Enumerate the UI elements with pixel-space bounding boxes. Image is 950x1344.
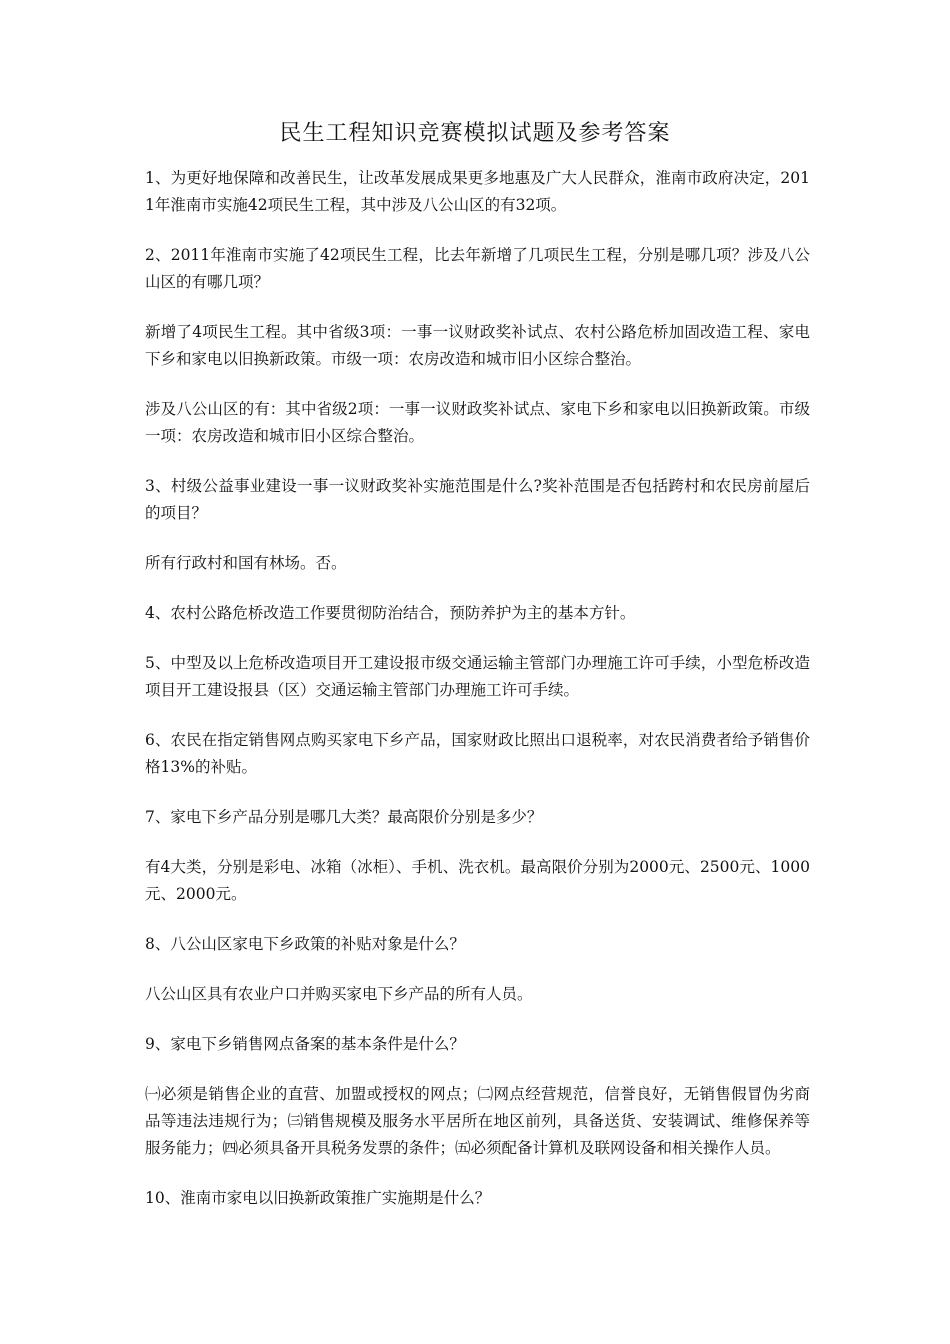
paragraph-12: 8、八公山区家电下乡政策的补贴对象是什么？ xyxy=(145,935,465,953)
paragraph-7: 4、农村公路危桥改造工作要贯彻防治结合，预防养护为主的基本方针。 xyxy=(145,604,636,622)
paragraph-8: 5、中型及以上危桥改造项目开工建设报市级交通运输主管部门办理施工许可手续，小型危桥改造项目开工建设报县（区）交通运输主管部门办理施工许可手续。 xyxy=(145,654,810,699)
paragraph-4: 涉及八公山区的有：其中省级2项：一事一议财政奖补试点、家电下乡和家电以旧换新政策。市级一项：农房改造和城市旧小区综合整治。 xyxy=(145,400,810,445)
document-title: 民生工程知识竞赛模拟试题及参考答案 xyxy=(279,121,671,146)
document-body xyxy=(145,165,810,1235)
paragraph-11: 有4大类，分别是彩电、冰箱（冰柜）、手机、洗衣机。最高限价分别为2000元、2500元、1000元、2000元。 xyxy=(145,858,810,903)
paragraph-1: 1、为更好地保障和改善民生，让改革发展成果更多地惠及广大人民群众，淮南市政府决定，2011年淮南市实施42项民生工程，其中涉及八公山区的有32项。 xyxy=(145,169,810,214)
paragraph-16: 10、淮南市家电以旧换新政策推广实施期是什么？ xyxy=(145,1189,491,1207)
paragraph-10: 7、家电下乡产品分别是哪几大类？最高限价分别是多少？ xyxy=(145,808,543,826)
paragraph-9: 6、农民在指定销售网点购买家电下乡产品，国家财政比照出口退税率，对农民消费者给予销售价格13%的补贴。 xyxy=(145,731,810,776)
paragraph-13: 八公山区具有农业户口并购买家电下乡产品的所有人员。 xyxy=(145,985,533,1003)
paragraph-15: ㈠必须是销售企业的直营、加盟或授权的网点；㈡网点经营规范，信誉良好，无销售假冒伪劣商品等违法违规行为；㈢销售规模及服务水平居所在地区前列，具备送货、安装调试、维修保养等服务能力；㈣必须具备开具税务发票的条件；㈤必须配备计算机及联网设备和相关操作人员。 xyxy=(145,1085,810,1157)
paragraph-14: 9、家电下乡销售网点备案的基本条件是什么？ xyxy=(145,1035,465,1053)
paragraph-2: 2、2011年淮南市实施了42项民生工程，比去年新增了几项民生工程，分别是哪几项？涉及八公山区的有哪几项？ xyxy=(145,246,810,291)
paragraph-5: 3、村级公益事业建设一事一议财政奖补实施范围是什么?奖补范围是否包括跨村和农民房前屋后的项目？ xyxy=(145,477,810,522)
paragraph-3: 新增了4项民生工程。其中省级3项：一事一议财政奖补试点、农村公路危桥加固改造工程、家电下乡和家电以旧换新政策。市级一项：农房改造和城市旧小区综合整治。 xyxy=(145,323,810,368)
paragraph-6: 所有行政村和国有林场。否。 xyxy=(145,554,347,572)
